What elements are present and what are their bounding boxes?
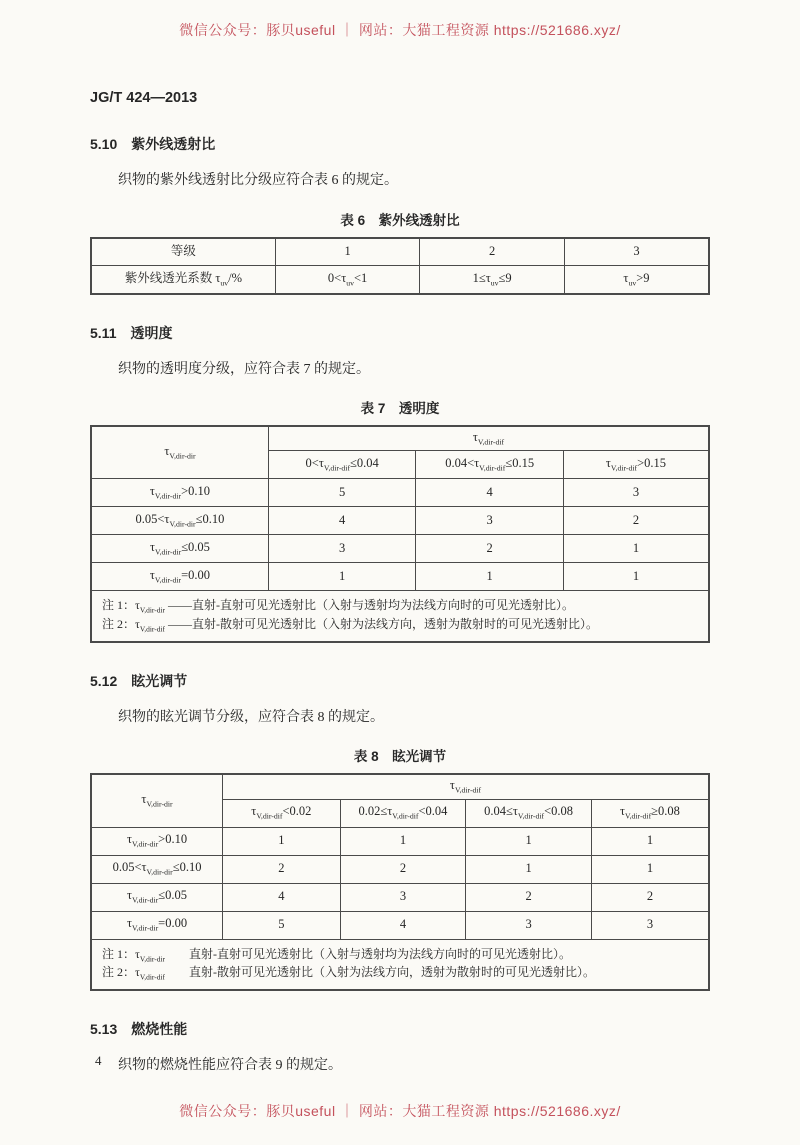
table-cell: $1\le\tau_{uv}\le 9$ xyxy=(420,266,565,294)
table-cell: 1 xyxy=(268,563,415,591)
table-cell: 紫外线透光系数 $\tau_{uv}/\%$ xyxy=(91,266,275,294)
table-cell: 1 xyxy=(591,827,709,855)
table-cell: 1 xyxy=(416,563,564,591)
paragraph-5-10: 织物的紫外线透射比分级应符合表 6 的规定。 xyxy=(118,173,398,188)
table-row xyxy=(91,883,709,911)
table-cell: 1 xyxy=(275,238,420,266)
section-title: 眩光调节 xyxy=(131,672,188,689)
table-cell: 2 xyxy=(591,883,709,911)
table-cell: 2 xyxy=(420,238,565,266)
section-number: 5.10 xyxy=(90,136,118,152)
table-cell: 2 xyxy=(340,855,466,883)
table-header-cell: $0<\tau_{V,dir-dif}\le 0.04$ xyxy=(268,451,415,479)
table8-caption: 表 8 眩光调节 xyxy=(353,749,447,765)
table-row-label: $\tau_{V,dir-dir}\le 0.05$ xyxy=(91,535,268,563)
table-row xyxy=(91,591,709,642)
table-row xyxy=(91,266,709,294)
table-cell: 1 xyxy=(340,827,466,855)
table-header-cell: $\tau_{V,dir-dif}$ xyxy=(223,774,709,799)
table-cell: 1 xyxy=(563,563,709,591)
table-cell: 1 xyxy=(466,827,592,855)
section-number: 5.11 xyxy=(90,324,117,341)
table-cell: 1 xyxy=(591,855,709,883)
table-notes xyxy=(91,591,709,642)
watermark-footer: 微信公众号：豚贝useful ｜ 网站：大猫工程资源 https://521686.xyz/ xyxy=(179,1103,621,1119)
table7-caption: 表 7 透明度 xyxy=(360,401,440,417)
table-header-cell: $0.02\le\tau_{V,dir-dif}<0.04$ xyxy=(340,799,466,827)
table-corner-cell: $\tau_{V,dir-dir}$ xyxy=(91,774,223,827)
paragraph-5-13: 织物的燃烧性能应符合表 9 的规定。 xyxy=(118,1057,342,1073)
table-header-cell: $\tau_{V,dir-dif}<0.02$ xyxy=(223,799,341,827)
table-cell: 4 xyxy=(340,911,466,939)
table-8 xyxy=(90,773,710,991)
table-row xyxy=(91,855,709,883)
table-row-label: $\tau_{V,dir-dir}>0.10$ xyxy=(91,479,268,507)
table-notes xyxy=(91,939,709,990)
table-note: 注 2：$\tau_{V,dir-dif}$ ——直射-散射可见光透射比（入射为法线方向，透射为散射时的可见光透射比）。 xyxy=(102,617,598,634)
table-cell: 2 xyxy=(563,507,709,535)
section-title: 紫外线透射比 xyxy=(131,136,216,152)
table-7 xyxy=(90,425,710,643)
table-cell: 4 xyxy=(223,883,341,911)
table-cell: 3 xyxy=(466,911,592,939)
table-note: 注 1：$\tau_{V,dir-dir}$ 直射-直射可见光透射比（入射与透射均为法线方向时的可见光透射比）。 xyxy=(102,946,571,963)
paragraph-5-12: 织物的眩光调节分级，应符合表 8 的规定。 xyxy=(118,709,384,725)
table-cell: 3 xyxy=(340,883,466,911)
table-header-cell: $\tau_{V,dir-dif}\ge 0.08$ xyxy=(591,799,709,827)
table-row xyxy=(91,507,709,535)
section-number: 5.12 xyxy=(90,672,118,689)
table-corner-cell: $\tau_{V,dir-dir}$ xyxy=(91,426,268,479)
table-row-label: $\tau_{V,dir-dir}\le 0.05$ xyxy=(91,883,223,911)
table-cell: 2 xyxy=(416,535,564,563)
page-content xyxy=(0,90,800,1076)
table-cell: 3 xyxy=(563,479,709,507)
section-heading-5-13 xyxy=(90,1019,710,1039)
table-cell: 4 xyxy=(416,479,564,507)
table-row-label: $0.05<\tau_{V,dir-dir}\le 0.10$ xyxy=(91,855,223,883)
section-title: 透明度 xyxy=(130,324,173,341)
table-row xyxy=(91,563,709,591)
table-cell: 5 xyxy=(223,911,341,939)
table-note: 注 2：$\tau_{V,dir-dif}$ 直射-散射可见光透射比（入射为法线方向，透射为散射时的可见光透射比）。 xyxy=(102,965,595,982)
paragraph-5-11: 织物的透明度分级，应符合表 7 的规定。 xyxy=(118,361,370,377)
table-cell: 1 xyxy=(223,827,341,855)
table-cell: 1 xyxy=(563,535,709,563)
table-cell: 5 xyxy=(268,479,415,507)
table-row xyxy=(91,479,709,507)
section-title: 燃烧性能 xyxy=(131,1020,188,1037)
table-row xyxy=(91,911,709,939)
table-header-cell: $0.04\le\tau_{V,dir-dif}<0.08$ xyxy=(466,799,592,827)
table-row xyxy=(91,238,709,266)
table-row-label: $\tau_{V,dir-dir}=0.00$ xyxy=(91,911,223,939)
doc-code: JG/T 424—2013 xyxy=(90,90,198,106)
table-cell: 3 xyxy=(564,238,709,266)
table-header-cell: $\tau_{V,dir-dif}$ xyxy=(268,426,709,451)
table-note: 注 1：$\tau_{V,dir-dir}$ ——直射-直射可见光透射比（入射与透射均为法线方向时的可见光透射比）。 xyxy=(102,598,574,615)
table-cell: 3 xyxy=(268,535,415,563)
table-cell: 等级 xyxy=(91,238,275,266)
table-row xyxy=(91,939,709,990)
table-header-cell: $\tau_{V,dir-dif}>0.15$ xyxy=(563,451,709,479)
table6-caption: 表 6 紫外线透射比 xyxy=(340,212,460,228)
table-row xyxy=(91,426,709,451)
table-cell: 2 xyxy=(466,883,592,911)
table-row-label: $\tau_{V,dir-dir}=0.00$ xyxy=(91,563,268,591)
table-row-label: $0.05<\tau_{V,dir-dir}\le 0.10$ xyxy=(91,507,268,535)
table-row-label: $\tau_{V,dir-dir}>0.10$ xyxy=(91,827,223,855)
table-row xyxy=(91,774,709,799)
table-cell: 3 xyxy=(416,507,564,535)
table-6 xyxy=(90,237,710,295)
section-heading-5-12 xyxy=(90,671,710,691)
table-cell: 3 xyxy=(591,911,709,939)
table-cell: 4 xyxy=(268,507,415,535)
table-row xyxy=(91,535,709,563)
section-number: 5.13 xyxy=(90,1020,118,1037)
table-cell: 2 xyxy=(223,855,341,883)
page-number: 4 xyxy=(95,1053,102,1068)
section-heading-5-11 xyxy=(90,323,710,343)
section-heading-5-10 xyxy=(90,134,710,154)
table-cell: $0<\tau_{uv}<1$ xyxy=(275,266,420,294)
table-cell: 1 xyxy=(466,855,592,883)
table-row xyxy=(91,827,709,855)
watermark-header: 微信公众号：豚贝useful ｜ 网站：大猫工程资源 https://521686.xyz/ xyxy=(179,22,621,38)
table-header-cell: $0.04<\tau_{V,dir-dif}\le 0.15$ xyxy=(416,451,564,479)
table-cell: $\tau_{uv}>9$ xyxy=(564,266,709,294)
